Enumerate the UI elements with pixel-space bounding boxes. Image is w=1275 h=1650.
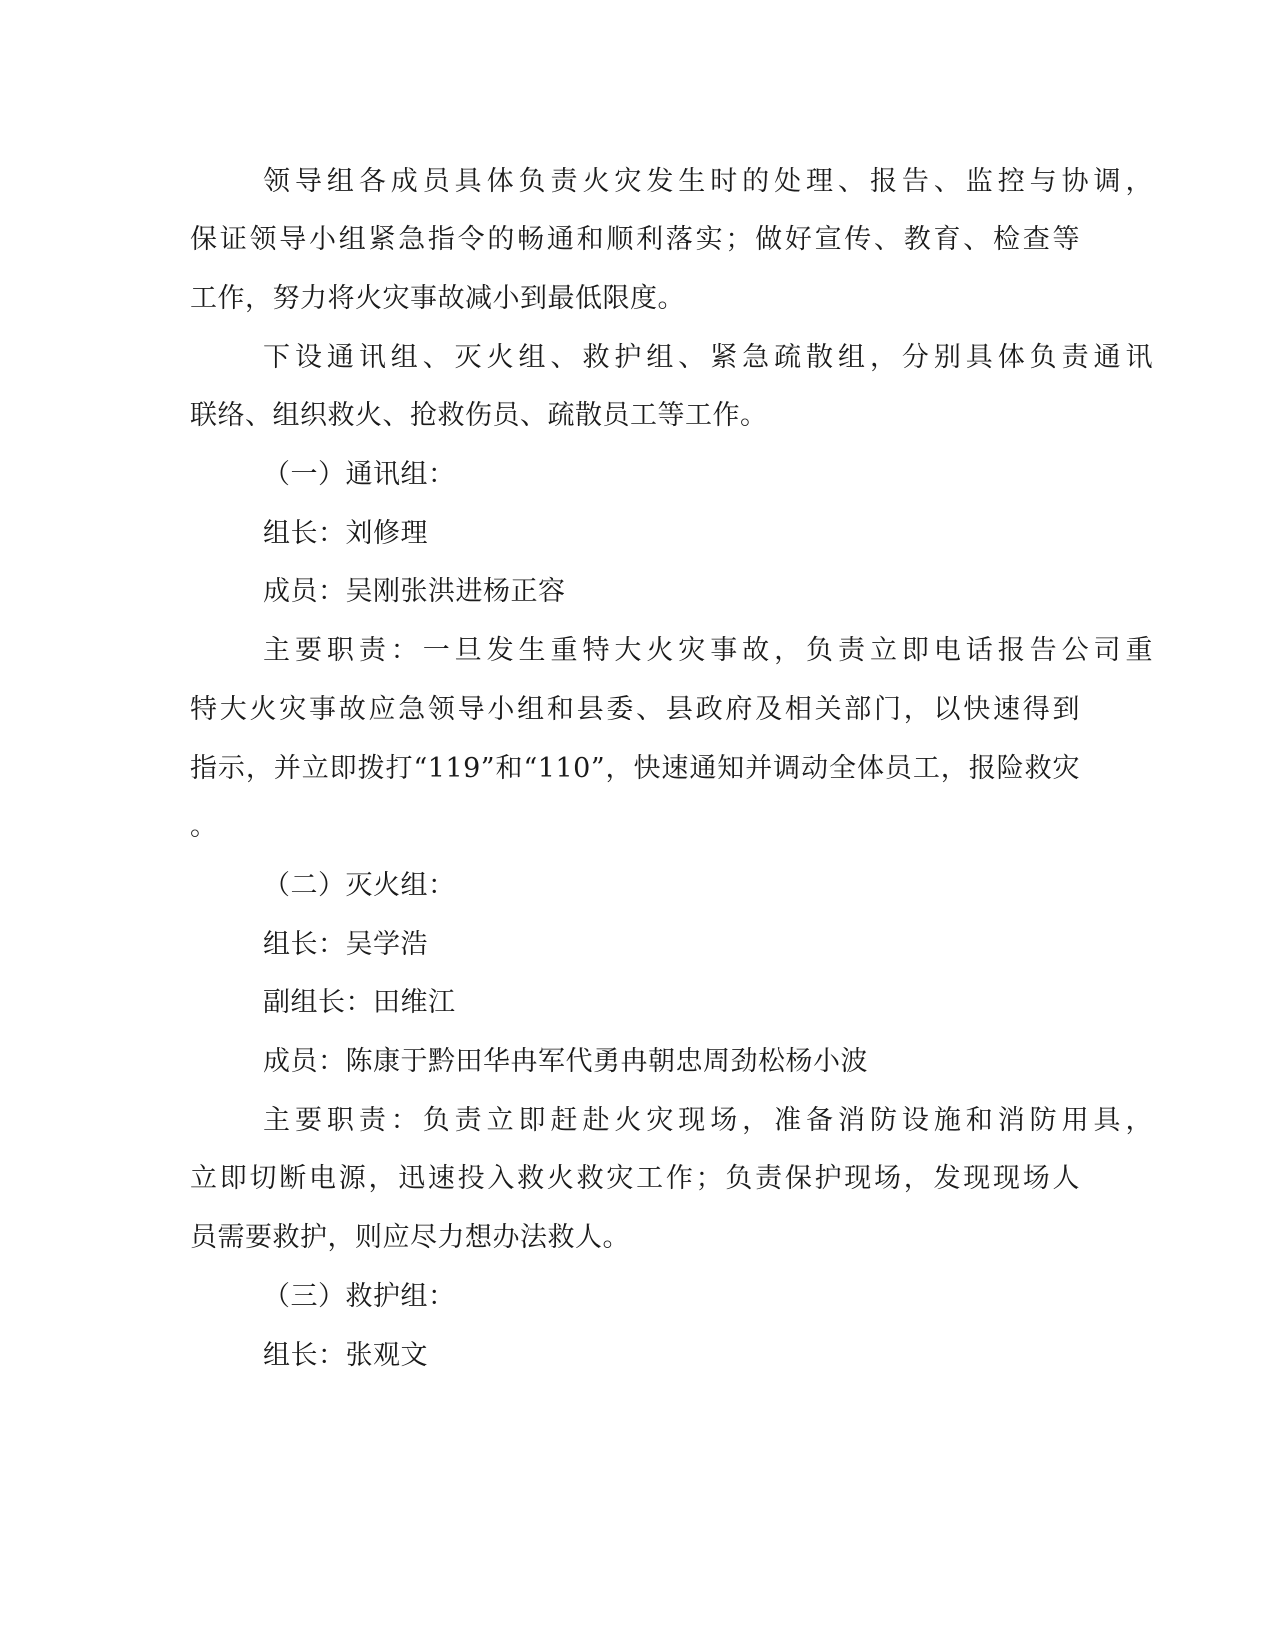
paragraph-line: 副组长：田维江 [263,987,456,1018]
section-heading: （二）灭火组： [263,870,456,901]
section-heading: （一）通讯组： [263,459,456,490]
paragraph-line: 联络、组织救火、抢救伤员、疏散员工等工作。 [190,400,768,431]
paragraph-line: 成员：陈康于黔田华冉军代勇冉朝忠周劲松杨小波 [263,1046,868,1077]
paragraph-line: 工作，努力将火灾事故减小到最低限度。 [190,283,685,314]
paragraph-line: 组长：吴学浩 [263,929,428,960]
paragraph-line: 组长：刘修理 [263,518,428,549]
paragraph-line: 保证领导小组紧急指令的畅通和顺利落实；做好宣传、教育、检查等 [190,224,1080,255]
paragraph-line: 成员：吴刚张洪进杨正容 [263,576,566,607]
paragraph-line: 员需要救护，则应尽力想办法救人。 [190,1222,630,1253]
paragraph-line: 指示，并立即拨打“119”和“110”，快速通知并调动全体员工，报险救灾 [190,753,1080,784]
paragraph-line: 领导组各成员具体负责火灾发生时的处理、报告、监控与协调， [263,166,1153,197]
paragraph-line: 主要职责：负责立即赶赴火灾现场，准备消防设施和消防用具， [263,1105,1153,1136]
section-heading: （三）救护组： [263,1281,456,1312]
paragraph-line: 主要职责：一旦发生重特大火灾事故，负责立即电话报告公司重 [263,635,1153,666]
paragraph-line: 立即切断电源，迅速投入救火救灾工作；负责保护现场，发现现场人 [190,1163,1080,1194]
paragraph-line: 特大火灾事故应急领导小组和县委、县政府及相关部门，以快速得到 [190,694,1080,725]
paragraph-line: 组长：张观文 [263,1340,428,1371]
paragraph-line: 下设通讯组、灭火组、救护组、紧急疏散组，分别具体负责通讯 [263,342,1153,373]
paragraph-line: 。 [190,811,218,842]
